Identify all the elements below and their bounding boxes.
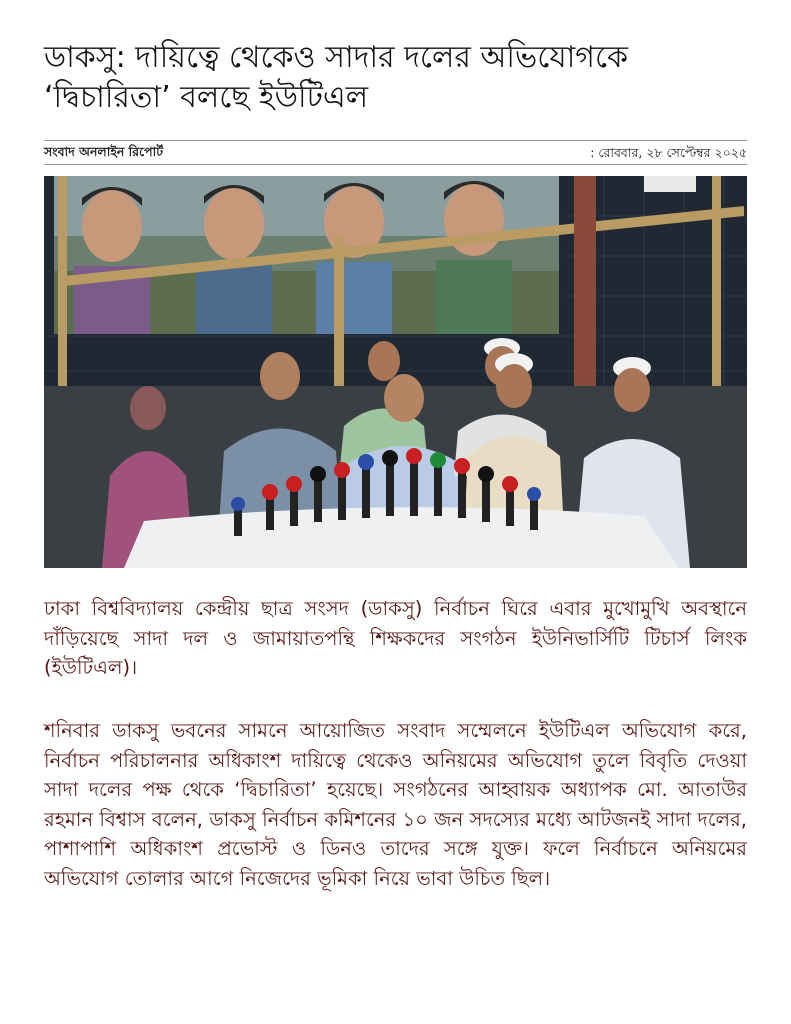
article-headline: ডাকসু: দায়িত্বে থেকেও সাদার দলের অভিযোগকে ‘দ্বিচারিতা’ বলছে ইউটিএল: [44, 40, 629, 115]
bottom-divider: [44, 164, 747, 165]
byline: সংবাদ অনলাইন রিপোর্ট: [44, 144, 164, 159]
dateline: : রোববার, ২৮ সেপ্টেম্বর ২০২৫: [590, 145, 747, 160]
top-divider: [44, 140, 747, 141]
article-paragraph-1: ঢাকা বিশ্ববিদ্যালয় কেন্দ্রীয় ছাত্র সংসদ (ডাকসু) নির্বাচন ঘিরে এবার মুখোমুখি অবস্থানে দাঁড়িয়েছে সাদা দল ও জামায়াতপন্থি শিক্ষকদের সংগঠন ইউনিভার্সিটি টিচার্স লিংক (ইউটিএল)।: [44, 597, 747, 679]
press-conference-photo: [44, 176, 747, 568]
article-paragraph-2: শনিবার ডাকসু ভবনের সামনে আয়োজিত সংবাদ সম্মেলনে ইউটিএল অভিযোগ করে, নির্বাচন পরিচালনার অধিকাংশ দায়িত্বে থেকেও অনিয়মের অভিযোগ তুলে বিবৃতি দেওয়া সাদা দলের পক্ষ থেকে ‘দ্বিচারিতা’ হয়েছে। সংগঠনের আহ্বায়ক অধ্যাপক মো. আতাউর রহমান বিশ্বাস বলেন, ডাকসু নির্বাচন কমিশনের ১০ জন সদস্যের মধ্যে আটজনই সাদা দলের, পাশাপাশি অধিকাংশ প্রভোস্ট ও ডিনও তাদের সঙ্গে যুক্ত। ফলে নির্বাচনে অনিয়মের অভিযোগ তোলার আগে নিজেদের ভূমিকা নিয়ে ভাবা উচিত ছিল।: [44, 719, 747, 890]
